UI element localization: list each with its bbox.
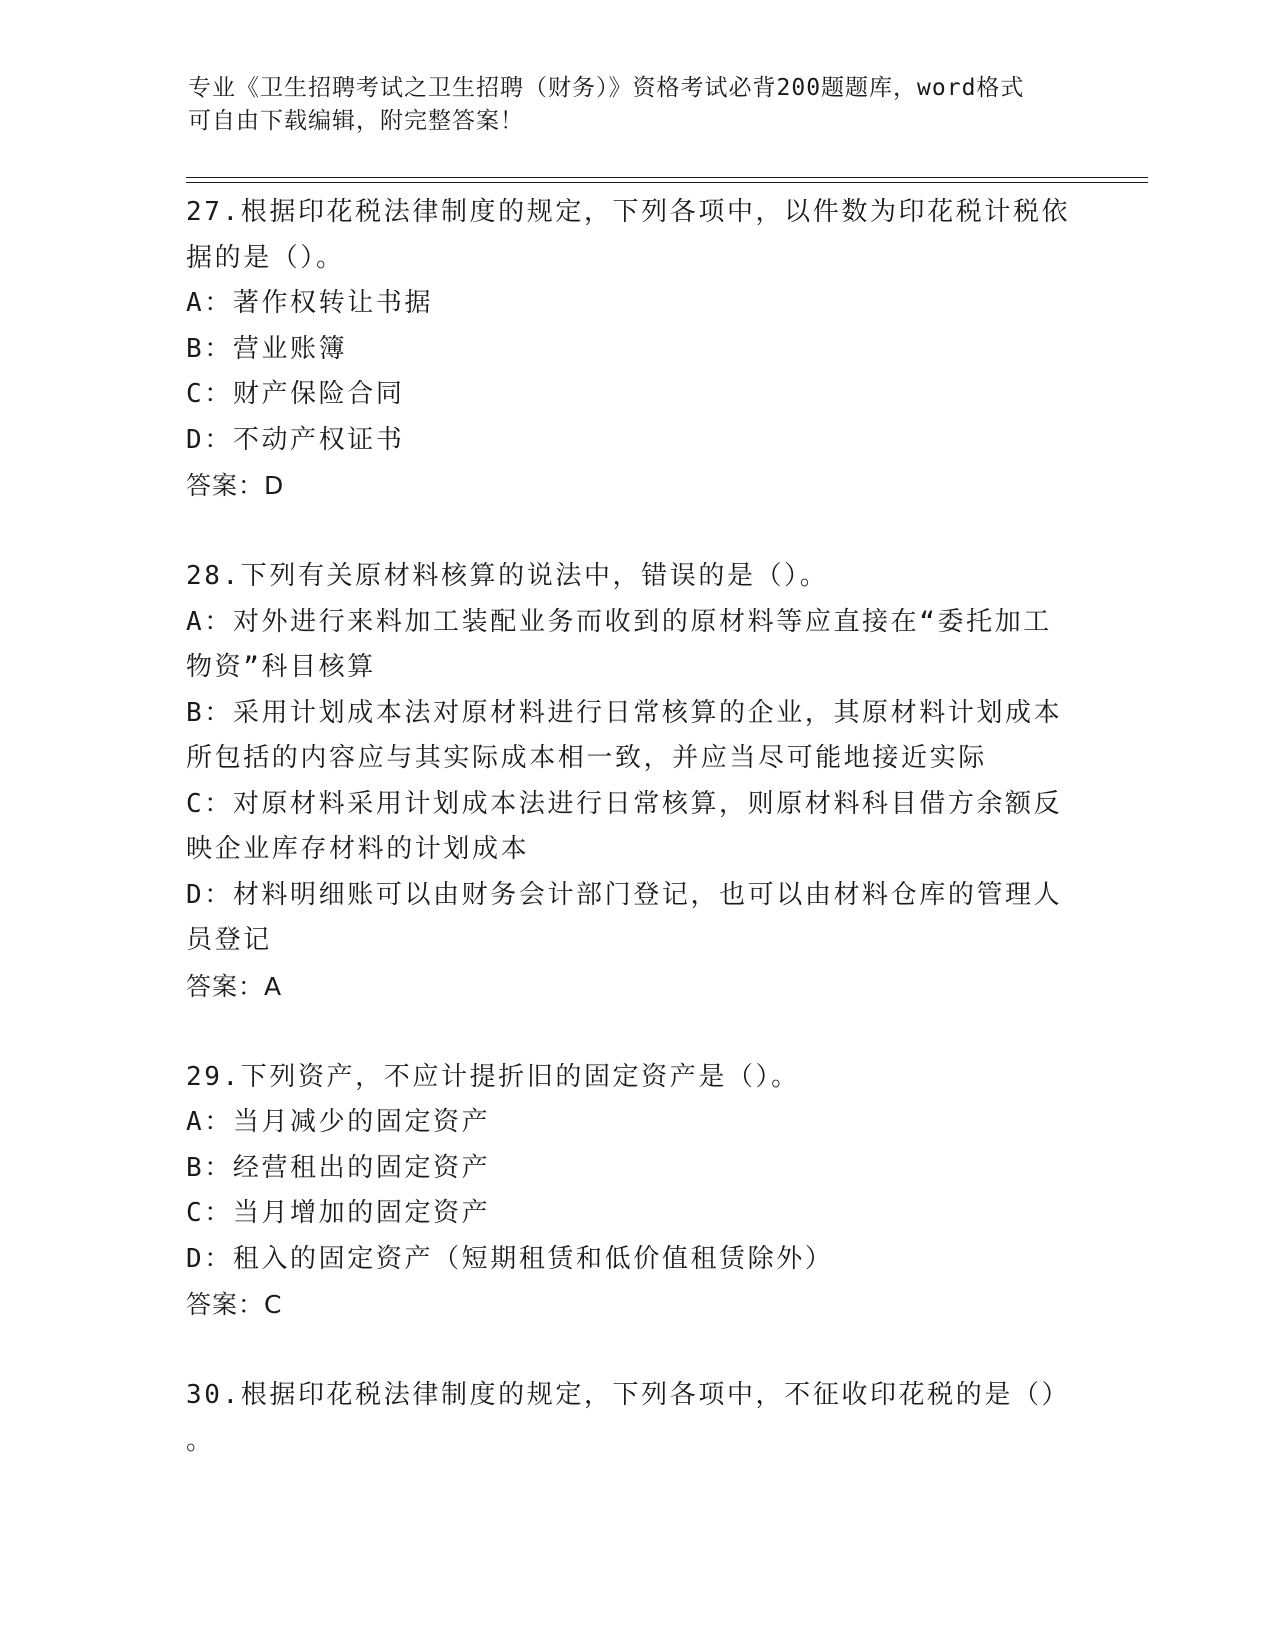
- option-line: A：著作权转让书据: [186, 288, 434, 318]
- option-line: B：经营租出的固定资产: [186, 1152, 491, 1183]
- option-line: A：当月减少的固定资产: [186, 1107, 491, 1137]
- question-spacer: [186, 509, 1086, 555]
- question-block: [186, 190, 1086, 509]
- option-line: B：采用计划成本法对原材料进行日常核算的企业，其原材料计划成本: [186, 697, 1063, 728]
- question-block: [186, 1373, 1086, 1464]
- answer-line: 答案：A: [186, 971, 283, 1001]
- option-line: C：财产保险合同: [186, 379, 405, 409]
- option-line: A：对外进行来料加工装配业务而收到的原材料等应直接在“委托加工: [186, 606, 1052, 637]
- option-line: D：不动产权证书: [186, 424, 405, 455]
- header-rule-bottom: [186, 182, 1148, 183]
- question-stem-line: 据的是（）。: [186, 242, 345, 273]
- question-stem-line: 30.根据印花税法律制度的规定，下列各项中，不征收印花税的是（）: [186, 1380, 1071, 1410]
- option-line: D：租入的固定资产（短期租赁和低价值租赁除外）: [186, 1243, 834, 1274]
- question-list: [186, 190, 1086, 1464]
- question-stem-line: 。: [186, 1425, 215, 1456]
- option-line: 物资”科目核算: [186, 652, 376, 682]
- option-line: B：营业账簿: [186, 333, 348, 364]
- option-line: C：当月增加的固定资产: [186, 1198, 491, 1228]
- option-line: C：对原材料采用计划成本法进行日常核算，则原材料科目借方余额反: [186, 788, 1063, 819]
- question-spacer: [186, 1009, 1086, 1055]
- option-line: D：材料明细账可以由财务会计部门登记，也可以由材料仓库的管理人: [186, 879, 1063, 910]
- question-stem-line: 29.下列资产，不应计提折旧的固定资产是（）。: [186, 1061, 800, 1092]
- question-block: [186, 554, 1086, 1009]
- question-stem-line: 27.根据印花税法律制度的规定，下列各项中，以件数为印花税计税依: [186, 197, 1071, 227]
- answer-line: 答案：C: [186, 1290, 283, 1319]
- header-line-1: 专业《卫生招聘考试之卫生招聘（财务）》资格考试必背200题题库，word格式: [188, 75, 1025, 101]
- question-spacer: [186, 1328, 1086, 1374]
- document-header: [188, 72, 1068, 138]
- header-line-2: 可自由下载编辑，附完整答案！: [188, 108, 524, 134]
- question-block: [186, 1055, 1086, 1328]
- answer-line: 答案：D: [186, 471, 285, 500]
- header-rule-top: [186, 177, 1148, 178]
- option-line: 员登记: [186, 925, 272, 955]
- question-stem-line: 28.下列有关原材料核算的说法中，错误的是（）。: [186, 561, 829, 591]
- option-line: 映企业库存材料的计划成本: [186, 834, 530, 864]
- option-line: 所包括的内容应与其实际成本相一致，并应当尽可能地接近实际: [186, 743, 987, 773]
